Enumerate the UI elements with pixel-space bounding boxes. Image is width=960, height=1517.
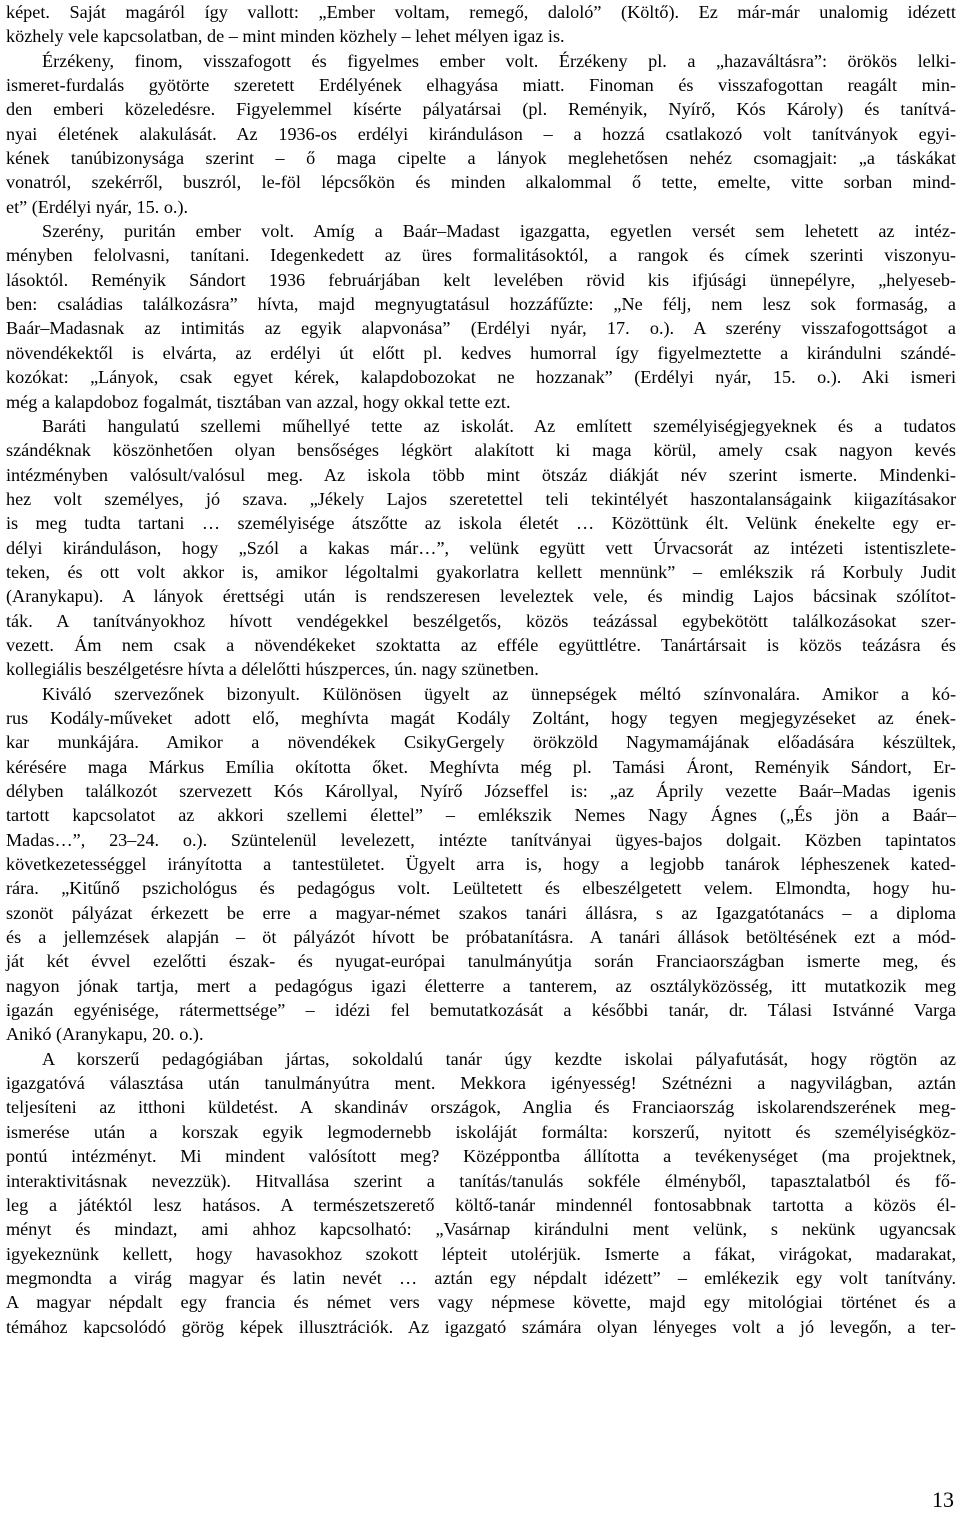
body-text [6, 0, 956, 1339]
text-line: nagyon jónak tartja, mert a pedagógus igazi életterre a tanterem, az osztályközösség, itt mutatkozik meg [6, 975, 956, 996]
text-line: megmondta a virág magyar és latin nevét … aztán egy népdalt idézett” – emlékezik egy volt tanítvány. [6, 1267, 956, 1288]
text-line: A magyar népdalt egy francia és német vers vagy népmese követte, majd egy mitológiai történet és a [6, 1292, 956, 1313]
text-line: szándéknak köszönhetően olyan bensőséges légkört alakított ki maga körül, amely csak nagyon kevés [6, 440, 956, 461]
text-line: et” (Erdélyi nyár, 15. o.). [6, 196, 189, 217]
text-line: ményben felolvasni, tanítani. Idegenkedett az üres formalitásoktól, a rangok és címek szerinti viszonyu- [6, 245, 956, 266]
text-line: kozókat: „Lányok, csak egyet kérek, kalapdobozokat ne hozzanak” (Erdélyi nyár, 15. o.). Aki ismeri [6, 367, 956, 388]
text-line: A korszerű pedagógiában jártas, sokoldalú tanár úgy kezdte iskolai pályafutását, hogy rögtön az [42, 1048, 956, 1069]
text-line: lásoktól. Reményik Sándort 1936 februárjában kelt levelében rövid kis ifjúsági ünnepélyre, „helyeseb- [6, 269, 956, 290]
text-line: (Aranykapu). A lányok érettségi után is rendszeresen leveleztek vele, és mindig Lajos bácsinak szólítot- [6, 586, 956, 607]
text-line: szonöt pályázat érkezett be erre a magyar-német szakos tanári állásra, s az Igazgatótanács – a diploma [6, 902, 956, 923]
text-line: és a jellemzések alapján – öt pályázót hívott be próbatanításra. A tanári állások betöltésének ezt a mód- [6, 927, 956, 948]
text-line: képet. Saját magáról így vallott: „Ember voltam, remegő, daloló” (Költő). Ez már-már unalomig idézett [6, 2, 956, 22]
text-line: den emberi közeledésre. Figyelemmel kísérte pályatársai (pl. Reményik, Nyírő, Kós Károly) és tanítvá- [6, 99, 956, 120]
text-line: kének tanúbizonysága szerint – ő maga cipelte a lányok meglehetősen nehéz csomagjait: „a táskákat [6, 148, 956, 169]
text-line: közhely vele kapcsolatban, de – mint minden közhely – lehet mélyen igaz is. [6, 26, 565, 47]
text-line: rus Kodály-műveket adott elő, meghívta magát Kodály Zoltánt, hogy tegyen megjegyzéseket az ének- [6, 707, 956, 728]
text-line: következetességgel irányította a tantestületet. Ügyelt arra is, hogy a legjobb tanárok lépheszenek kated- [6, 854, 956, 875]
text-line: hez volt személyes, jó szava. „Jékely Lajos szeretettel teli tekintélyét haszontalanságaink kiigazításakor [6, 488, 956, 509]
text-line: kollegiális beszélgetésre hívta a délelőtti húszperces, ún. nagy szünetben. [6, 659, 539, 680]
text-line: is meg tudta tartani … személyisége átszőtte az iskola életét … Közöttünk élt. Velünk énekelte egy er- [6, 513, 956, 534]
text-line: vezett. Ám nem csak a növendékeket szoktatta az efféle együttlétre. Tanártársait is közös teázásra és [6, 634, 956, 655]
text-line: leg a játéktól lesz hatásos. A természetszerető költő-tanár mindennél fontosabbnak tartotta a közös él- [6, 1194, 956, 1215]
text-line: ményt és mindazt, ami ahhoz kapcsolható: „Vasárnap kirándulni ment velünk, s nekünk ugyancsak [6, 1219, 956, 1240]
text-line: délyi kiránduláson, hogy „Szól a kakas már…”, velünk együtt vett Úrvacsorát az intézeti istentiszlete- [6, 537, 956, 558]
text-line: Szerény, puritán ember volt. Amíg a Baár–Madast igazgatta, egyetlen versét sem lehetett az intéz- [42, 221, 956, 242]
text-line: Érzékeny, finom, visszafogott és figyelmes ember volt. Érzékeny pl. a „hazaváltásra”: örökös lelki- [42, 50, 956, 71]
text-line: ismerése után a korszak egyik legmodernebb iskoláját formálta: korszerű, nyitott és személyiségköz- [6, 1121, 956, 1142]
text-line: rára. „Kitűnő pszichológus és pedagógus volt. Leültetett és elbeszélgetett velem. Elmondta, hogy hu- [6, 878, 956, 899]
text-line: igazgatóvá választása után tanulmányútra ment. Mekkora igényesség! Szétnézni a nagyvilágban, aztán [6, 1073, 956, 1094]
text-line: intézményben valósult/valósul meg. Az iskola több mint ötszáz diákját név szerint ismerte. Mindenki- [6, 464, 956, 485]
text-line: Baár–Madasnak az intimitás az egyik alapvonása” (Erdélyi nyár, 17. o.). A szerény visszafogottságot a [6, 318, 956, 339]
text-line: ták. A tanítványokhoz hívott vendégekkel beszélgetős, közös teázással egybekötött találkozásokat szer- [6, 610, 956, 631]
text-line: tartott kapcsolatot az akkori szellemi élettel” – emlékszik Nemes Nagy Ágnes („És jön a Baár– [6, 805, 956, 826]
text-line: ját két évvel ezelőtti észak- és nyugat-európai tanulmányútja során Franciaországban ismerte meg, és [6, 951, 956, 972]
text-line: növendékektől is elvárta, az erdélyi út előtt pl. kedves humorral így figyelmeztette a kirándulni szándé- [6, 342, 956, 363]
text-line: igyekeznünk kellett, hogy havasokhoz szokott lépteit utolérjük. Ismerte a fákat, virágokat, madarakat, [6, 1243, 956, 1264]
text-line: vonatról, szekérről, buszról, le-föl lépcsőkön és minden alkalommal ő tette, emelte, vitte sorban mind- [6, 172, 956, 193]
page-number: 13 [932, 1487, 954, 1512]
text-line: ben: családias találkozásra” hívta, majd megnyugtatásul hozzáfűzte: „Ne félj, nem lesz sok formaság, a [6, 294, 956, 315]
text-line: kérésére maga Márkus Emília okította őket. Meghívta még pl. Tamási Áront, Reményik Sándort, Er- [6, 756, 956, 777]
text-line: igazán egyénisége, rátermettsége” – idézi fel bemutatkozását a későbbi tanár, dr. Tálasi Istvánné Varga [6, 1000, 956, 1021]
text-line: Madas…”, 23–24. o.). Szüntelenül levelezett, intézte tanítványai ügyes-bajos dolgait. Közben tapintatos [6, 829, 956, 850]
text-line: még a kalapdoboz fogalmát, tisztában van azzal, hogy okkal tette ezt. [6, 391, 511, 412]
text-line: teken, és ott volt akkor is, amikor légoltalmi gyakorlatra kellett mennünk” – emlékszik rá Korbuly Judit [6, 561, 956, 582]
text-line: Anikó (Aranykapu, 20. o.). [6, 1024, 204, 1045]
text-line: témához kapcsolódó görög képek illusztrációk. Az igazgató számára olyan lényeges volt a jó levegőn, a ter- [6, 1316, 956, 1337]
text-line: kar munkájára. Amikor a növendékek CsikyGergely örökzöld Nagymamájának előadására készültek, [6, 732, 956, 753]
document-page [6, 0, 956, 1339]
text-line: Baráti hangulatú szellemi műhellyé tette az iskolát. Az említett személyiségjegyeknek és a tudatos [42, 415, 956, 436]
text-line: interaktivitásnak nevezzük). Hitvallása szerint a tanítás/tanulás sokféle élményből, tapasztalatból és fő- [6, 1170, 956, 1191]
text-line: nyai életének alakulását. Az 1936-os erdélyi kiránduláson – a hozzá csatlakozó volt tanítványok egyi- [6, 123, 956, 144]
text-line: Kiváló szervezőnek bizonyult. Különösen ügyelt az ünnepségek méltó színvonalára. Amikor a kó- [42, 683, 956, 704]
text-line: teljesíteni az itthoni küldetést. A skandináv országok, Anglia és Franciaország iskolarendszerének meg- [6, 1097, 956, 1118]
text-line: pontú intézményt. Mi mindent valósított meg? Középpontba állította a tevékenységet (ma projektnek, [6, 1146, 956, 1167]
text-line: délyben találkozót szervezett Kós Károllyal, Nyírő Józseffel is: „az Áprily vezette Baár–Madas igenis [6, 781, 956, 801]
text-line: ismeret-furdalás gyötörte szeretett Erdélyének elhagyása miatt. Finoman és visszafogottan reagált min- [6, 75, 956, 96]
